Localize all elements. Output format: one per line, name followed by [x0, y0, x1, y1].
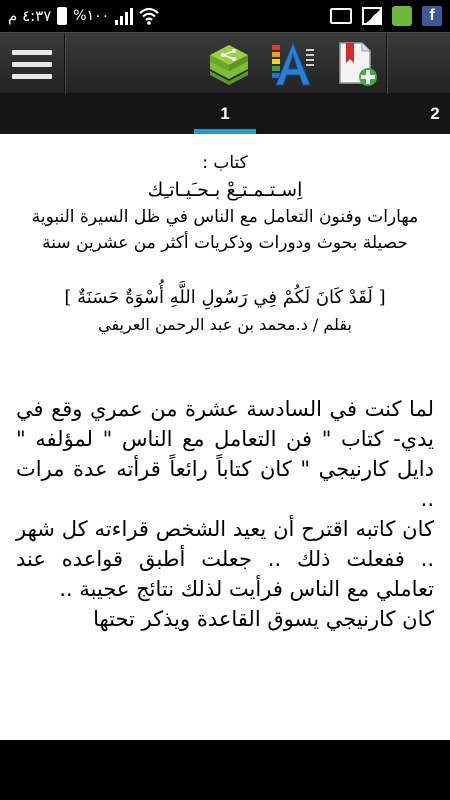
book-content[interactable] — [0, 134, 450, 740]
battery-percent: %١٠٠ — [73, 8, 110, 24]
clock: ٤:٣٧ م — [8, 7, 52, 25]
picture-notification-icon — [362, 7, 382, 25]
app-notification-icon — [392, 6, 412, 26]
mail-notification-icon — [330, 8, 352, 24]
book-label: كتاب : — [202, 153, 248, 173]
facebook-notification-icon: f — [422, 6, 442, 26]
toolbar — [0, 32, 450, 94]
book-subtitle-2: حصيلة بحوث ودورات وذكريات أكثر من عشرين سنة — [42, 233, 408, 253]
toolbar-divider — [64, 33, 66, 95]
quran-verse: [ لَقَدْ كَانَ لَكُمْ فِي رَسُولِ اللَّهِ أُسْوَةٌ حَسَنَةٌ ] — [64, 287, 386, 308]
bottom-bar — [0, 740, 450, 800]
page-tabs — [0, 94, 450, 134]
paragraph: لما كنت في السادسة عشرة من عمري وقع في يدي- كتاب " فن التعامل مع الناس " لمؤلفه " دايل كارنيجي " كان كتاباً رائعاً قرأته عدة مرات .. — [16, 397, 434, 511]
tab-page-1[interactable]: 1 — [220, 104, 230, 123]
font-settings-icon[interactable] — [270, 41, 316, 87]
status-notifications — [330, 4, 442, 28]
book-subtitle: مهارات وفنون التعامل مع الناس في ظل السيرة النبوية — [31, 207, 419, 227]
paragraph: كان كاتبه اقترح أن يعيد الشخص قراءته كل شهر .. ففعلت ذلك .. جعلت أطبق قواعده عند تعاملي مع الناس فرأيت لذلك نتائج عجيبة .. — [16, 517, 434, 601]
bookmark-add-icon[interactable] — [334, 41, 380, 87]
toolbar-divider — [386, 33, 388, 95]
book-title: اِسـتـمـتـِعْ بـحـَيـاتـِك — [147, 179, 303, 201]
wifi-icon — [139, 6, 159, 26]
battery-icon — [57, 7, 67, 25]
hamburger-menu-icon[interactable] — [6, 39, 58, 89]
tab-page-2[interactable]: 2 — [430, 104, 440, 123]
share-icon[interactable] — [206, 41, 252, 87]
status-bar — [0, 0, 450, 32]
book-author: بقلم / د.محمد بن عبد الرحمن العريفي — [98, 315, 352, 334]
status-left — [8, 4, 159, 28]
signal-icon — [115, 7, 133, 25]
paragraph: كان كارنيجي يسوق القاعدة ويذكر تحتها — [93, 607, 434, 631]
